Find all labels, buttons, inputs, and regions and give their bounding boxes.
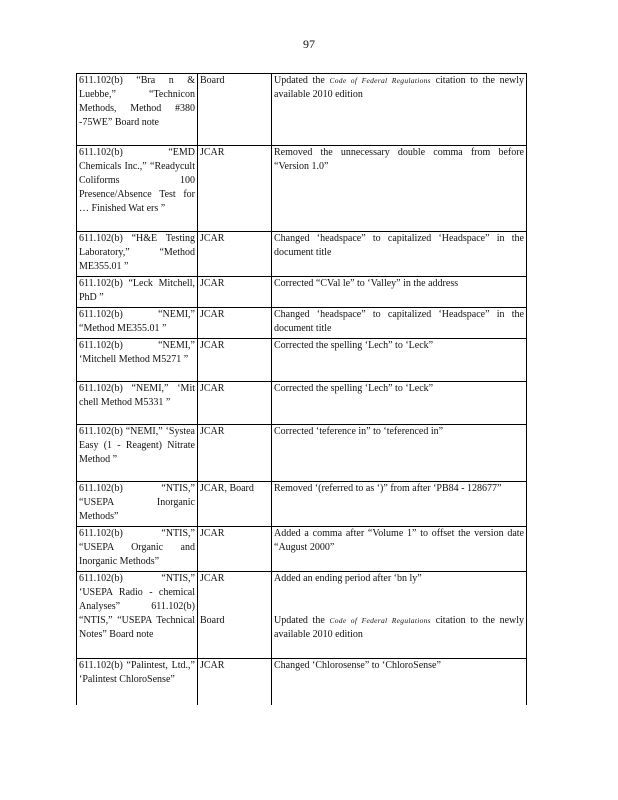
table-row (77, 74, 527, 146)
section-cell: 611.102(b) “NTIS,” “USEPA Organic and Inorganic Methods” (77, 527, 198, 572)
cfr-title: Code of Federal Regulations (329, 616, 431, 625)
source-cell (198, 572, 272, 659)
source-text: Board (200, 615, 225, 626)
description-text (274, 614, 524, 642)
source-cell: JCAR (198, 308, 272, 339)
section-cell: 611.102(b) “NTIS,” ‘USEPA Radio - chemical Analyses” 611.102(b) “NTIS,” “USEPA Technical Notes” Board note (77, 572, 198, 659)
source-cell: JCAR (198, 146, 272, 232)
table-row (77, 482, 527, 527)
description-cell: Corrected the spelling ‘Lech” to ‘Leck” (272, 339, 527, 382)
table-row (77, 425, 527, 482)
description-text: citation to the newly available 2010 edition (274, 615, 525, 640)
section-cell: 611.102(b) “NEMI,” ‘Mitchell Method M5271 ” (77, 339, 198, 382)
source-cell: JCAR (198, 339, 272, 382)
description-text: Updated the (274, 75, 325, 86)
description-cell: Corrected the spelling ‘Lech” to ‘Leck” (272, 382, 527, 425)
section-cell: 611.102(b) “NTIS,” “USEPA Inorganic Methods” (77, 482, 198, 527)
description-cell (272, 572, 527, 659)
description-text: citation to the newly available 2010 edition (274, 75, 525, 100)
source-cell: JCAR (198, 277, 272, 308)
section-cell: 611.102(b) “Leck Mitchell, PhD ” (77, 277, 198, 308)
description-cell: Corrected ‘teference in” to ‘teferenced in” (272, 425, 527, 482)
section-cell: 611.102(b) “Palintest, Ltd.,” ‘Palintest ChloroSense” (77, 659, 198, 705)
source-cell: JCAR (198, 659, 272, 705)
source-cell: JCAR (198, 232, 272, 277)
description-cell (272, 74, 527, 146)
table-row (77, 572, 527, 659)
section-cell: 611.102(b) “H&E Testing Laboratory,” “Method ME355.01 ” (77, 232, 198, 277)
table-row (77, 527, 527, 572)
description-cell: Changed ‘headspace” to capitalized ‘Headspace” in the document title (272, 308, 527, 339)
source-cell: JCAR (198, 382, 272, 425)
description-cell: Corrected “CVal le” to ‘Valley” in the address (272, 277, 527, 308)
table-row (77, 339, 527, 382)
section-cell: 611.102(b) “Bra n & Luebbe,” “Technicon Methods, Method #380 -75WE” Board note (77, 74, 198, 146)
source-cell: Board (198, 74, 272, 146)
section-cell: 611.102(b) “EMD Chemicals Inc.,” “Readycult Coliforms 100 Presence/Absence Test for … Finished Wat ers ” (77, 146, 198, 232)
section-cell: 611.102(b) “NEMI,” ‘Systea Easy (1 - Reagent) Nitrate Method ” (77, 425, 198, 482)
source-text: JCAR (200, 573, 225, 584)
changes-table (76, 73, 527, 705)
source-cell: JCAR (198, 527, 272, 572)
description-cell: Removed ‘(referred to as ‘)” from after ‘PB84 - 128677” (272, 482, 527, 527)
cfr-title: Code of Federal Regulations (329, 76, 431, 85)
table-row (77, 308, 527, 339)
source-cell: JCAR (198, 425, 272, 482)
page-number: 97 (303, 37, 315, 51)
section-cell: 611.102(b) “NEMI,” ‘Mit chell Method M5331 ” (77, 382, 198, 425)
table-row (77, 659, 527, 705)
table-row (77, 232, 527, 277)
description-cell: Removed the unnecessary double comma from before “Version 1.0” (272, 146, 527, 232)
description-text: Updated the (274, 615, 325, 626)
source-cell: JCAR, Board (198, 482, 272, 527)
table-row (77, 277, 527, 308)
table-row (77, 382, 527, 425)
description-cell: Changed ‘Chlorosense” to ‘ChloroSense” (272, 659, 527, 705)
table-row (77, 146, 527, 232)
description-cell: Changed ‘headspace” to capitalized ‘Headspace” in the document title (272, 232, 527, 277)
section-cell: 611.102(b) “NEMI,” “Method ME355.01 ” (77, 308, 198, 339)
description-cell: Added a comma after “Volume 1” to offset the version date “August 2000” (272, 527, 527, 572)
description-text: Added an ending period after ‘bn ly” (274, 573, 422, 584)
